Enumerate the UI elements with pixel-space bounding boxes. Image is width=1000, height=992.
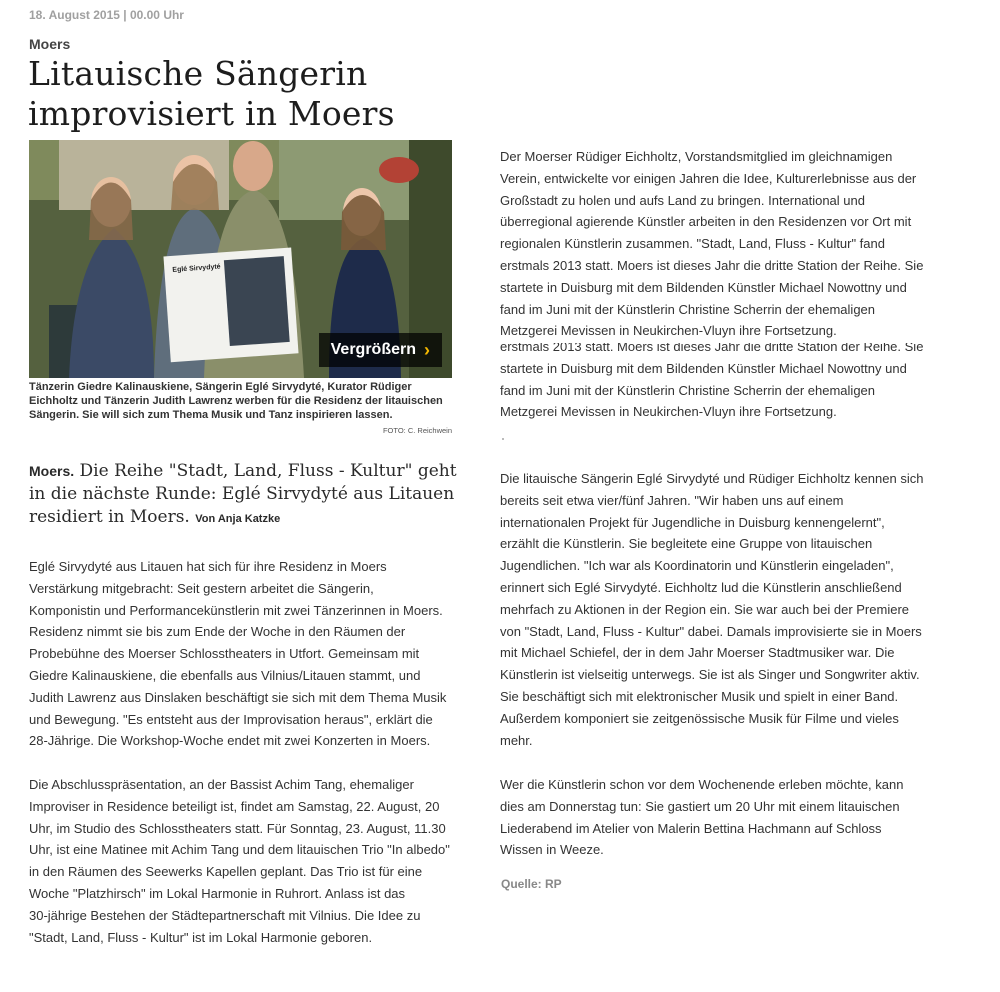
text-line: dies am Donnerstag tun: Sie gastiert um 20 Uhr mit einem litauischen (500, 798, 900, 814)
text-line: überregional agierende Künstler arbeiten in den Residenzen vor Ort mit (500, 214, 912, 230)
lead-text: Die Reihe "Stadt, Land, Fluss - Kultur" geht (79, 461, 457, 481)
text-line: Verstärkung mitgebracht: Seit gestern arbeitet die Sängerin, (29, 580, 374, 596)
dateline: 18. August 2015 | 00.00 Uhr (29, 8, 184, 22)
text-line: mehrfach zu Aktionen in der Region ein. Sie war auch bei der Premiere (500, 601, 909, 617)
text-line: Improviser in Residence beteiligt ist, findet am Samstag, 22. August, 20 (29, 798, 440, 814)
paragraph (29, 556, 459, 752)
text-line: Die Abschlusspräsentation, an der Bassist Achim Tang, ehemaliger (29, 777, 414, 792)
text-line: Metzgerei Mevissen in Neukirchen-Vluyn ihre Fortsetzung. (500, 323, 837, 339)
stray-dot (502, 438, 504, 440)
text-line: Jugendlichen. "Ich war als Koordinatorin und Künstlerin eingeladen", (500, 558, 894, 574)
text-line: Wer die Künstlerin schon vor dem Wochenende erleben möchte, kann (500, 777, 904, 792)
text-line: fand im Juni mit der Künstlerin Christine Scherrin der ehemaligen (500, 382, 876, 398)
kicker: Moers (29, 36, 71, 52)
lead-location: Moers. (29, 463, 75, 479)
text-line: Künstlerin ist vielseitig unterwegs. Sie ist als Singer und Songwriter aktiv. (500, 667, 920, 683)
text-line: in den Räumen des Seewerks Kapellen geplant. Das Trio ist für eine (29, 864, 423, 880)
caption-line: Tänzerin Giedre Kalinauskiene, Sängerin Eglé Sirvydyté, Kurator Rüdiger (29, 381, 412, 393)
text-line: startete in Duisburg mit dem Bildenden Künstler Michael Nowottny und (500, 279, 907, 295)
duplicated-lines (500, 343, 923, 423)
text-line: Metzgerei Mevissen in Neukirchen-Vluyn ihre Fortsetzung. (500, 404, 837, 420)
text-line: Residenz nimmt sie bis zum Ende der Woche in den Räumen der (29, 624, 406, 640)
text-line: Uhr, im Studio des Schlosstheaters statt. Für Sonntag, 23. August, 11.30 (29, 820, 446, 836)
headline-line: improvisiert in Moers (28, 94, 395, 133)
text-line: erstmals 2013 statt. Moers ist dieses Jahr die dritte Station der Reihe. Sie (500, 257, 924, 273)
text-line: Komponistin und Performancekünstlerin mit zwei Tänzerinnen in Moers. (29, 602, 443, 618)
lead-text: residiert in Moers. (29, 507, 190, 527)
text-line: und Bewegung. "Es entsteht aus der Improvisation heraus", erklärt die (29, 711, 433, 727)
poster-title: Eglé Sirvydyté (172, 263, 221, 274)
text-line: Großstadt zu holen und aufs Land zu bringen. International und (500, 192, 865, 208)
text-line: erinnert sich Eglé Sirvydyté. Eichholtz lud die Künstlerin anschließend (500, 579, 902, 595)
enlarge-label: Vergrößern (330, 341, 416, 358)
caption-line: Sängerin. Sie will sich zum Thema Musik und Tanz inspirieren lassen. (29, 409, 393, 421)
text-line: Der Moerser Rüdiger Eichholtz, Vorstandsmitglied im gleichnamigen (500, 149, 893, 164)
text-line: Eglé Sirvydyté aus Litauen hat sich für ihre Residenz in Moers (29, 559, 387, 574)
text-line: Woche "Platzhirsch" im Lokal Harmonie in Ruhrort. Anlass ist das (29, 885, 406, 901)
text-line: "Stadt, Land, Fluss - Kultur" ist im Lokal Harmonie geboren. (29, 929, 373, 945)
paragraph (29, 774, 459, 948)
text-line: fand im Juni mit der Künstlerin Christine Scherrin der ehemaligen (500, 301, 876, 317)
text-line: Außerdem komponiert sie zeitgenössische Musik für Filme und vieles (500, 710, 899, 726)
text-line: Uhr, ist eine Matinee mit Achim Tang und dem litauischen Trio "In albedo" (29, 842, 450, 858)
text-line: Giedre Kalinauskiene, die ebenfalls aus Vilnius/Litauen stammt, und (29, 667, 421, 683)
text-line: mit Michael Schiefel, der in dem Jahr Moerser Stadtmusiker war. Die (500, 645, 895, 661)
source: Quelle: RP (501, 877, 562, 891)
lead (29, 460, 459, 531)
text-line: erzählt die Künstlerin. Sie begleitete eine Gruppe von litauischen (500, 536, 873, 552)
text-line: Verein, entwickelte vor einigen Jahren die Idee, Kulturerlebnisse aus der (500, 170, 917, 186)
text-line: von "Stadt, Land, Fluss - Kultur" dabei. Damals improvisierte sie in Moers (500, 623, 922, 639)
duplicated-text-block (500, 343, 940, 429)
paragraph (500, 774, 940, 861)
paragraph (500, 468, 940, 751)
chevron-right-icon: › (424, 339, 430, 360)
text-line: Die litauische Sängerin Eglé Sirvydyté und Rüdiger Eichholtz kennen sich (500, 471, 924, 486)
author: Von Anja Katzke (195, 513, 281, 525)
text-line: internationalen Projekt für Jugendliche in Duisburg kennengelernt", (500, 514, 885, 530)
lead-text: in die nächste Runde: Eglé Sirvydyté aus Litauen (29, 484, 455, 504)
headline-line: Litauische Sängerin (28, 54, 368, 93)
text-line: 28-Jährige. Die Workshop-Woche endet mit zwei Konzerten in Moers. (29, 733, 431, 749)
text-line: Liederabend im Atelier von Malerin Bettina Hachmann auf Schloss (500, 820, 882, 836)
text-line: Sie beschäftigt sich mit elektronischer Musik und spielt in einer Band. (500, 688, 899, 704)
text-line: regionalen Künstlerin zusammen. "Stadt, Land, Fluss - Kultur" fand (500, 236, 885, 252)
text-line: 30-jährige Bestehen der Städtepartnerschaft mit Vilnius. Die Idee zu (29, 907, 421, 923)
photo-credit: FOTO: C. Reichwein (382, 426, 452, 435)
text-line: Judith Lawrenz aus Dinslaken beschäftigt sie sich mit dem Thema Musik (29, 689, 447, 705)
text-line: mehr. (500, 732, 533, 748)
headline (28, 54, 468, 134)
text-line: bereits seit etwa vier/fünf Jahren. "Wir haben uns auf einem (500, 492, 844, 508)
photo-caption (29, 380, 454, 422)
paragraph (500, 146, 940, 342)
text-line: startete in Duisburg mit dem Bildenden Künstler Michael Nowottny und (500, 360, 907, 376)
caption-line: Eichholtz und Tänzerin Judith Lawrenz werben für die Residenz der litauischen (29, 395, 443, 407)
article-photo[interactable] (29, 140, 452, 378)
enlarge-button[interactable] (319, 333, 442, 367)
text-line: Probebühne des Moerser Schlosstheaters in Utfort. Gemeinsam mit (29, 646, 420, 662)
text-line: Wissen in Weeze. (500, 842, 604, 858)
text-line: erstmals 2013 statt. Moers ist dieses Jahr die dritte Station der Reihe. Sie (500, 343, 924, 354)
